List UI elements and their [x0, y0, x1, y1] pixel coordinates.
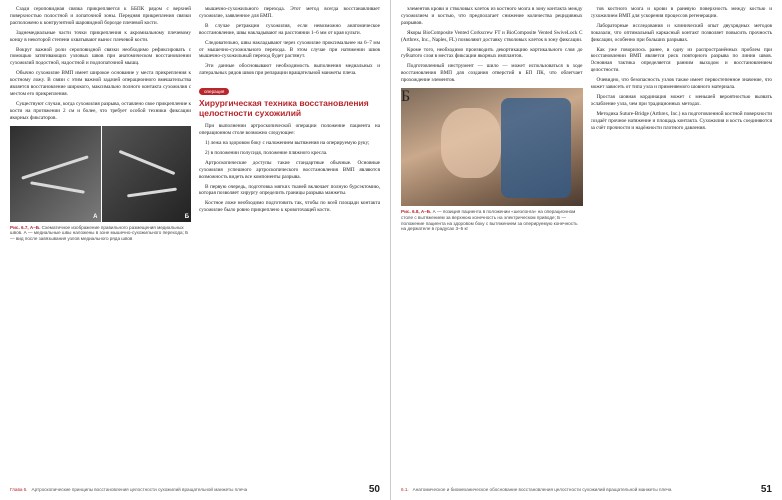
- paragraph: Кроме того, необходимо производить декортикацию кортикального слоя до губчатого слоя в местах фиксации якорных имплантов.: [401, 46, 583, 60]
- paragraph: При выполнении артроскопической операции положение пациента на операционном столе возможно следующее:: [199, 123, 380, 137]
- paragraph: Методика Suture-Bridge (Arthrex, Inc.) на подготовленной костной поверхности создаёт прочное натяжение и площадь контакта. Сухожилия и кость соединяются за счёт прочности и надёжности плотного давления.: [590, 110, 772, 131]
- figure-label-b: Б: [401, 88, 411, 106]
- right-column-2: [591, 6, 773, 464]
- footer-running-title: Артроскопические принципы восстановления целостности сухожилий вращательной манжеты плеча: [31, 486, 248, 492]
- footer-chapter: Глава 6.: [10, 486, 28, 492]
- paragraph: В первую очередь, подготовка мягких тканей включает полную бурсэктомию, которая позволяет хирургу определить границы разрыва манжеты.: [199, 183, 380, 197]
- paragraph: В случае ретракции сухожилия, если невозможно анатомическое восстановление, швы накладывают на расстоянии 1–6 мм от края культи.: [199, 22, 380, 36]
- figure-label-b: Б: [184, 213, 189, 220]
- section-title: Хирургическая техника восстановления целостности сухожилий: [199, 98, 369, 119]
- page-number: 50: [368, 483, 380, 495]
- footer-running-title: Анатомическое и биомеханическое обоснование восстановления целостности сухожилий вращательной манжеты плеча: [412, 486, 672, 492]
- figure-panel-a: [10, 126, 101, 222]
- paragraph: Артроскопические доступы такие стандартные обычные. Основные сухожилия успешного артроскопического восстановления ВМП являются возможность видеть все компоненты разрыва.: [199, 159, 380, 180]
- section-tag: операция: [199, 88, 229, 95]
- figure-caption: [10, 225, 191, 242]
- drape-shape: [501, 98, 571, 198]
- footer-chapter: 6.1.: [401, 486, 409, 492]
- figure-panel-b: [101, 126, 192, 222]
- paragraph: Лабораторные исследования и клинический опыт двухрядных методов показали, что оптимальный каркасный контакт позволяет повысить прочность фиксации, особенно при больших разрывах.: [590, 22, 772, 43]
- paragraph: 2) в положении полусидя, положение пляжного кресла.: [205, 149, 328, 156]
- left-page-columns: [10, 6, 380, 464]
- paragraph: 1) лежа на здоровом боку с наложением вытяжения на оперируемую руку;: [205, 139, 370, 146]
- paragraph: Подготовленный инструмент — шило — может использоваться в ходе восстановления ВМП для создания отверстий в БП ПК, что облегчает прохождение элементов.: [401, 63, 583, 84]
- right-page-columns: [401, 6, 772, 464]
- paragraph: Эти данные обосновывают необходимость выполнения медиальных и латеральных рядов швов при репарации вращательной манжеты плеча.: [199, 63, 380, 77]
- paragraph: Костное ложе необходимо подготовить так, чтобы по всей площади контакта сухожилие было ровно прикреплено к кровоточащей кости.: [199, 200, 380, 214]
- page-footer: [10, 482, 380, 496]
- instrument-shape: [30, 181, 85, 194]
- instrument-shape: [118, 149, 175, 174]
- left-column-1: [10, 6, 191, 464]
- page-footer: [401, 482, 772, 496]
- left-column-2: [199, 6, 380, 464]
- right-page: [391, 0, 782, 500]
- figure-caption-label: Рис. 6.7, А–Б.: [10, 224, 41, 230]
- patient-shape: [441, 108, 501, 178]
- paragraph: Очевидно, что безопасность узлов также имеет первостепенное значение, что может зависеть от типа узла и применяемого шовного материала.: [590, 77, 772, 91]
- paragraph: Как уже говорилось ранее, в одну из распространённых проблем при восстановлении ВМП является риск повторного разрыва по линии швов. Основная тактика определяется ранним выходом и восстановлением целостности.: [590, 46, 772, 74]
- paragraph: мышечно-сухожильного перехода. Этот метод всегда восстанавливает сухожилие, заявленное для БМП.: [199, 6, 380, 19]
- figure-6-8-image: [401, 88, 583, 206]
- figure-caption: [401, 209, 583, 232]
- instrument-shape: [127, 187, 177, 197]
- paragraph: Заднемедиальные части точки прикрепления к акромиальному плечевому концу в некоторой степени охватывают вынос плечевой кости.: [10, 29, 191, 43]
- paragraph: Простая шовная кординация может с меньшей вероятностью вызвать ослабление узла, чем при традиционных методах.: [590, 93, 772, 107]
- paragraph: Сзади сероповидная связка прикрепляется к ББПК рядом с верхней поверхностью полостной и лопаточной зоны. Передняя прикрепления связки расположено к конгруэнтной шаровидной борозде плечевой кости.: [10, 6, 191, 26]
- figure-caption-text: Схематичное изображение правильного размещения медиальных швов. А — медиальные швы наложены в зоне мышечно-сухожильного перехода; Б — вид после завязывания узлов медиального ряда швов: [10, 224, 189, 242]
- paragraph: Вокруг важной роли сероповидной связки необходимо рефиксировать с помощью затягивающих узловых швов при анатомическом восстановлении сухожилий подостной, надостной и подлопаточной мышц.: [10, 46, 191, 67]
- paragraph: тов костного мозга и крови в раневую поверхность между костью и сухожилием ВМП для ускорения процессов регенерации.: [590, 6, 772, 19]
- figure-label-a: А: [93, 213, 98, 220]
- paragraph: элементов крови и стволовых клеток из костного мозга в зону контакта между сухожилием и костью, что предполагает снижение количества рецидивных разрывов.: [401, 6, 583, 26]
- right-column-1: [401, 6, 583, 464]
- figure-6-7-image: [10, 126, 191, 222]
- figure-caption-label: Рис. 6.8, А–Б.: [401, 209, 432, 215]
- paragraph: Якоры BioComposite Vented Corkscrew FT и BioComposite Vented SwiveLock C (Arthrex, Inc., Naples, FL) позволяют доставку стволовых клеток в зону фиксации.: [401, 29, 583, 43]
- paragraph: Существуют случаи, когда сухожилия разрыва, оставлено свое прикрепление к кости на протяжении 2 см и более, что требует особой техники фиксации якорных фиксаторов.: [10, 100, 191, 121]
- paragraph: Обычно сухожилие ВМП имеет широкое основание у места прикрепления к костному ложу. В связи с этим важной задачей операционного вмешательства является восстановление широкого, максимально полного контакта сухожилия с местом его прикрепления.: [10, 70, 191, 97]
- paragraph: Следовательно, швы накладывают через сухожилие проксимальнее на 6–7 мм от мышечно-сухожильного перехода. В этом случае при натяжении швов мышечно-сухожильный переход будет растянут.: [199, 39, 380, 60]
- instrument-shape: [21, 155, 89, 179]
- figure-caption-text: А — позиция пациента в положении «шезлонга» на операционном столе с вытяжением за верхнюю конечность на электрическом приводе; Б — положение пациента на здоровом боку с вытяжением за оперируемую конечность на держателе в градусах 3–5 кг: [401, 209, 578, 232]
- page-number: 51: [760, 483, 772, 495]
